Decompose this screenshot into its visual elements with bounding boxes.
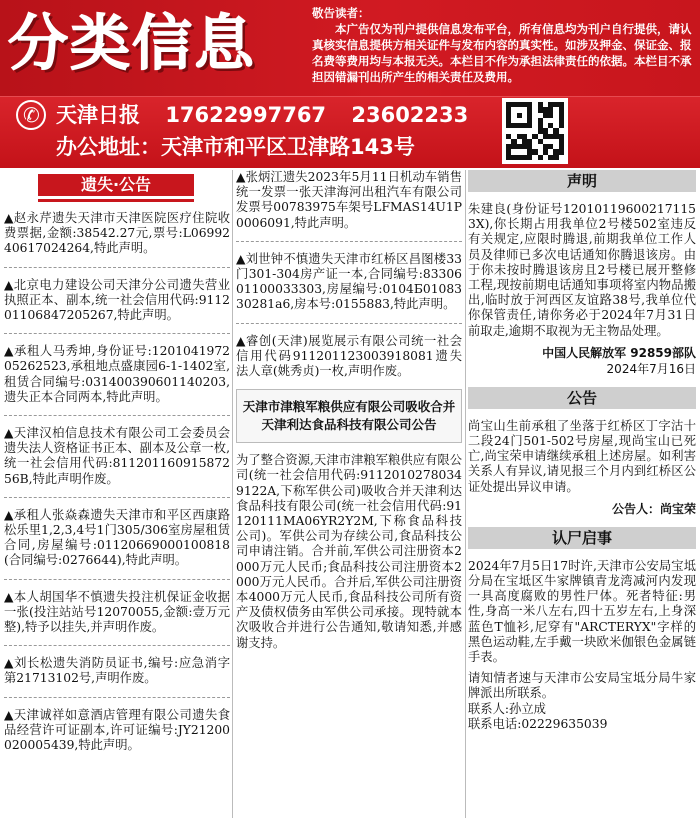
- merger-notice-title-line2: 天津利达食品科技有限公司公告: [261, 417, 437, 433]
- reader-notice-body: 本广告仅为刊户提供信息发布平台，所有信息均为刊户自行提供，请认真核实信息提供方相关证件与发布内容的真实性。如涉及押金、保证金、报名费等费用均与本报无关。本栏目不作为承担法律责任的依据。本栏目不承担因错漏刊出所产生的相关责任及费用。: [312, 22, 692, 84]
- page-title: 分类信息: [8, 9, 256, 79]
- qr-code: [502, 98, 568, 164]
- ad-separator: [4, 579, 230, 580]
- classified-ad: ▲北京电力建设公司天津分公司遗失营业执照正本、副本,统一社会信用代码:911201106847205267,特此声明。: [4, 277, 230, 323]
- column-middle: [236, 170, 462, 818]
- qr-code-pattern: [506, 102, 564, 160]
- ad-separator: [4, 333, 230, 334]
- ad-separator: [4, 415, 230, 416]
- announcement-signer: 公告人：尚宝荣: [611, 501, 696, 516]
- merger-notice-title: [236, 389, 462, 443]
- reader-notice: [312, 5, 696, 85]
- column-divider: [232, 170, 233, 818]
- ad-separator: [236, 241, 462, 242]
- column-divider: [465, 170, 466, 818]
- classified-ad: ▲张炳江遗失2023年5月11日机动车销售统一发票一张天津海河出租汽车有限公司发票号00783975车架号LFMAS14U1P0006091,特此声明。: [236, 170, 462, 230]
- ad-separator: [4, 497, 230, 498]
- classified-ad: ▲刘世钟不慎遗失天津市红桥区昌图楼33门301-304房产证一本,合同编号:8330601100033303,房屋编号:0104Б0108330281a6,房本号:0155883,特此声明。: [236, 251, 462, 312]
- ad-separator: [4, 267, 230, 268]
- office-address: 办公地址：天津市和平区卫津路143号: [56, 135, 415, 159]
- classified-ad: ▲刘长松遗失消防员证书,编号:应急消字第21713102号,声明作废。: [4, 656, 230, 686]
- ad-separator: [4, 697, 230, 698]
- header-banner: [0, 0, 700, 168]
- phone-icon: [16, 100, 46, 130]
- merger-notice-body: 为了整合资源,天津市津粮军粮供应有限公司(统一社会信用代码:91120102780349122A,下称军供公司)吸收合并天津利达食品科技有限公司(统一社会信用代码:91120111MA06YR2Y2M,下称食品科技公司)。军供公司为存续公司,食品科技公司申请注销。合并前,军供公司注册资本2000万元人民币;食品科技公司注册资本2000万元人民币。合并后,军供公司注册资本4000万元人民币,食品科技公司所有资产及债权债务由军供公司承接。现特就本次吸收合并进行公告通知,敬请知悉,并感谢支持。: [236, 453, 462, 650]
- reader-notice-head: 敬告读者：: [312, 6, 370, 20]
- contact-phone: 联系电话:02229635039: [468, 716, 608, 731]
- phone-number-2: 23602233: [351, 103, 469, 127]
- column-notices: [468, 170, 696, 818]
- statement-signer: 中国人民解放军 92859部队: [542, 345, 696, 360]
- merger-notice-title-line1: 天津市津粮军粮供应有限公司吸收合并: [242, 399, 456, 415]
- classified-ad: ▲赵永芹遗失天津市天津医院医疗住院收费票据,金额:38542.27元,票号:L0699240617024264,特此声明。: [4, 211, 230, 256]
- statement-date: 2024年7月16日: [606, 361, 696, 376]
- announcement-body: 尚宝山生前承租了坐落于红桥区丁字沽十二段24门501-502号房屋,现尚宝山已死亡,尚宝荣申请继续承租上述房屋。如利害关系人有异议,请见报三个月内到红桥区公证处提出异议申请。: [468, 418, 696, 494]
- statement-title: 声明: [468, 170, 696, 192]
- phone-number-1: 17622997767: [165, 103, 327, 127]
- section-title-lost: 遗失·公告: [38, 174, 194, 199]
- classified-ad: ▲承租人张焱森遗失天津市和平区西康路松乐里1,2,3,4号1门305/306室房屋租赁合同,房屋编号:01120669000100818(合同编号:0276644),特此声明。: [4, 507, 230, 568]
- classified-ad: ▲本人胡国华不慎遗失投注机保证金收据一张(投注站站号12070055,金额:壹万元整),特予以挂失,并声明作废。: [4, 589, 230, 635]
- classified-ad: ▲睿创(天津)展览展示有限公司统一社会信用代码911201123003918081遗失法人章(姚秀贞)一枚,声明作废。: [236, 333, 462, 379]
- missing-body-notice-request: 请知情者速与天津市公安局宝坻分局牛家牌派出所联系。: [468, 671, 696, 701]
- missing-body-notice-title: 认尸启事: [468, 527, 696, 549]
- contact-phones: [56, 102, 486, 128]
- announcement-title: 公告: [468, 387, 696, 409]
- brand-name: 天津日报: [56, 103, 140, 127]
- ad-separator: [4, 645, 230, 646]
- statement-body: 朱建良(身份证号120101196002171153X),你长期占用我单位2号楼502室违反有关规定,应限时腾退,前期我单位工作人员及律师已多次电话通知你腾退该房。由于你未按时腾退该房且2号楼已展开整修工程,现按前期电话通知事项将室内物品搬出,临时放于河西区友谊路38号,我单位代你保管责任,请你务必于2024年7月31日前取走,逾期不取视为无主物品处理。: [468, 202, 696, 338]
- column-lost-notices: [4, 170, 230, 818]
- classified-ad: ▲承租人马秀坤,身份证号:120104197205262523,承租地点盛康园6-1-1402室,租赁合同编号:031400390601140203,遗失正本合同两本,特此声明。: [4, 344, 230, 404]
- classified-ad: ▲天津汉柏信息技术有限公司工会委员会遗失法人资格证书正本、副本及公章一枚,统一社会信用代码:81120116091587256B,特此声明作废。: [4, 426, 230, 486]
- ad-separator: [236, 323, 462, 324]
- missing-body-notice-text: 2024年7月5日17时许,天津市公安局宝坻分局在宝坻区牛家牌镇青龙湾减河内发现一具高度腐败的男性尸体。死者特征:男性,身高一米八左右,四十五岁左右,上身深蓝色T恤衫,尼穿有"ARCTERYX"字样的黑色运动鞋,左手戴一块欧米伽银色金属链手表。: [468, 558, 696, 665]
- contact-person: 联系人:孙立成: [468, 701, 546, 716]
- classified-ad: ▲天津诚祥如意酒店管理有限公司遗失食品经营许可证副本,许可证编号:JY21200020005439,特此声明。: [4, 707, 230, 753]
